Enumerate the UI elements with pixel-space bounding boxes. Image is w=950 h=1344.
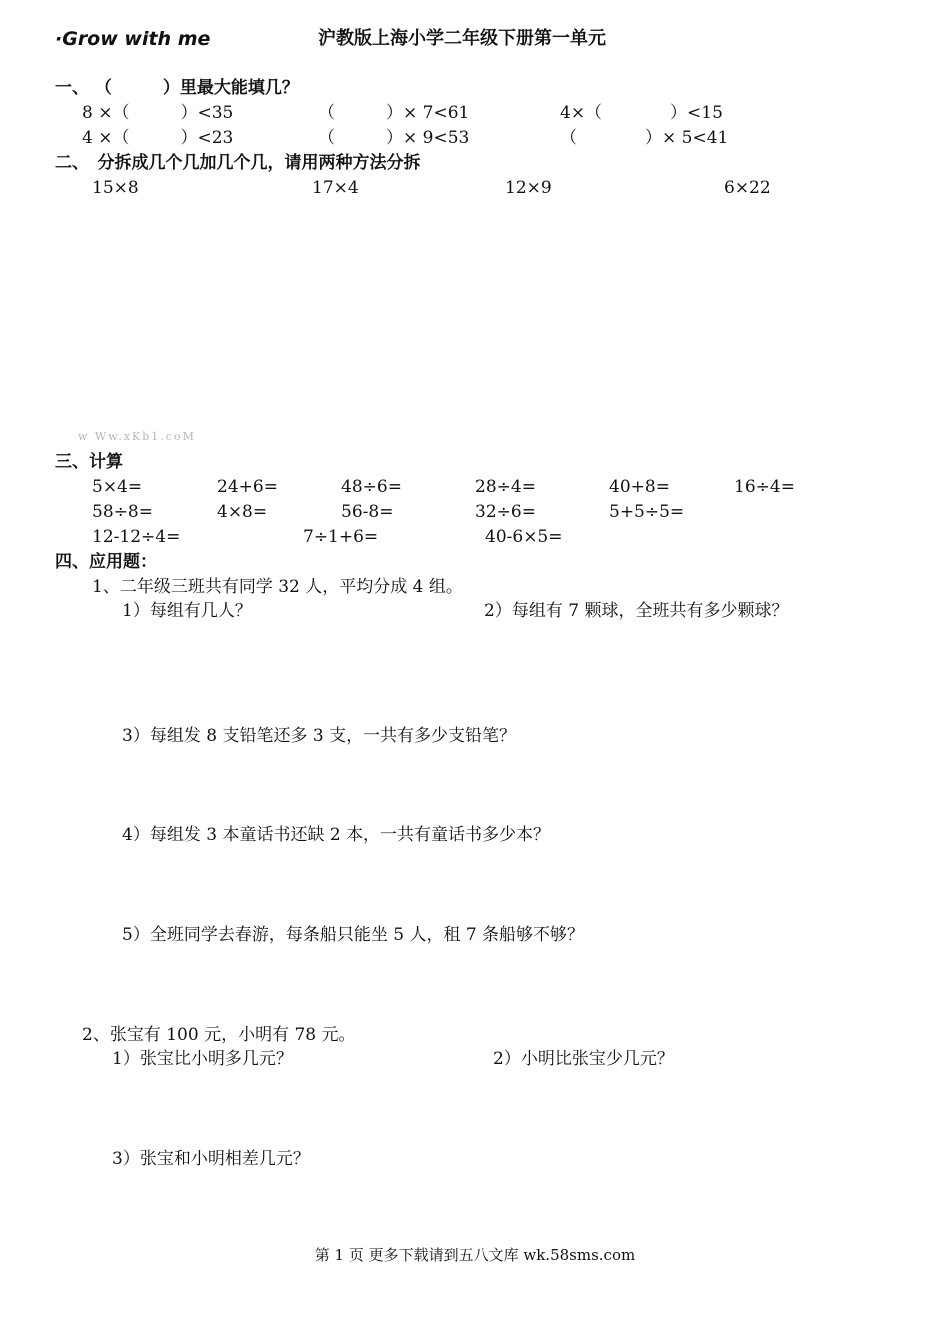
- split-item: 17×4: [312, 178, 359, 198]
- fill-blank-item: 4 ×（ ）<23: [82, 128, 234, 148]
- calc-item: 16÷4=: [734, 477, 795, 497]
- calc-item: 12-12÷4=: [92, 527, 181, 547]
- fill-blank-item: （ ）× 9<53: [318, 128, 470, 148]
- section2-heading: 二、 分拆成几个几加几个几，请用两种方法分拆: [55, 153, 421, 173]
- problem1-question: 1）每组有几人？: [122, 601, 252, 621]
- section4-heading: 四、应用题：: [55, 552, 157, 572]
- split-item: 12×9: [505, 178, 552, 198]
- page-footer: 第 1 页 更多下载请到五八文库 wk.58sms.com: [314, 1246, 636, 1264]
- calc-item: 5×4=: [92, 477, 143, 497]
- calc-item: 56-8=: [341, 502, 394, 522]
- problem2-question: 1）张宝比小明多几元？: [112, 1049, 293, 1069]
- calc-item: 5+5÷5=: [609, 502, 685, 522]
- split-item: 15×8: [92, 178, 139, 198]
- problem2-question: 2）小明比张宝少几元？: [493, 1049, 674, 1069]
- watermark: w Ww.xKb1.coM: [78, 430, 196, 443]
- page-title: 沪教版上海小学二年级下册第一单元: [318, 28, 606, 49]
- problem2-question: 3）张宝和小明相差几元？: [112, 1149, 310, 1169]
- problem1-question: 4）每组发 3 本童话书还缺 2 本，一共有童话书多少本？: [122, 825, 551, 845]
- problem1-question: 5）全班同学去春游，每条船只能坐 5 人，租 7 条船够不够？: [122, 925, 585, 945]
- calc-item: 40-6×5=: [485, 527, 563, 547]
- fill-blank-item: 4×（ ）<15: [560, 103, 723, 123]
- problem1-question: 3）每组发 8 支铅笔还多 3 支，一共有多少支铅笔？: [122, 726, 517, 746]
- calc-item: 32÷6=: [475, 502, 536, 522]
- problem2-text: 2、张宝有 100 元，小明有 78 元。: [82, 1025, 356, 1045]
- calc-item: 7÷1+6=: [303, 527, 379, 547]
- fill-blank-item: （ ）× 5<41: [560, 128, 729, 148]
- brand-text: ·Grow with me: [55, 28, 211, 50]
- calc-item: 24+6=: [217, 477, 278, 497]
- section1-heading: 一、 （ ）里最大能填几？: [55, 78, 299, 98]
- calc-item: 58÷8=: [92, 502, 153, 522]
- calc-item: 48÷6=: [341, 477, 402, 497]
- calc-item: 4×8=: [217, 502, 268, 522]
- calc-item: 40+8=: [609, 477, 670, 497]
- problem1-text: 1、二年级三班共有同学 32 人，平均分成 4 组。: [92, 577, 463, 597]
- split-item: 6×22: [724, 178, 771, 198]
- fill-blank-item: 8 ×（ ）<35: [82, 103, 234, 123]
- fill-blank-item: （ ）× 7<61: [318, 103, 470, 123]
- section3-heading: 三、计算: [55, 452, 123, 472]
- problem1-question: 2）每组有 7 颗球，全班共有多少颗球？: [484, 601, 789, 621]
- calc-item: 28÷4=: [475, 477, 536, 497]
